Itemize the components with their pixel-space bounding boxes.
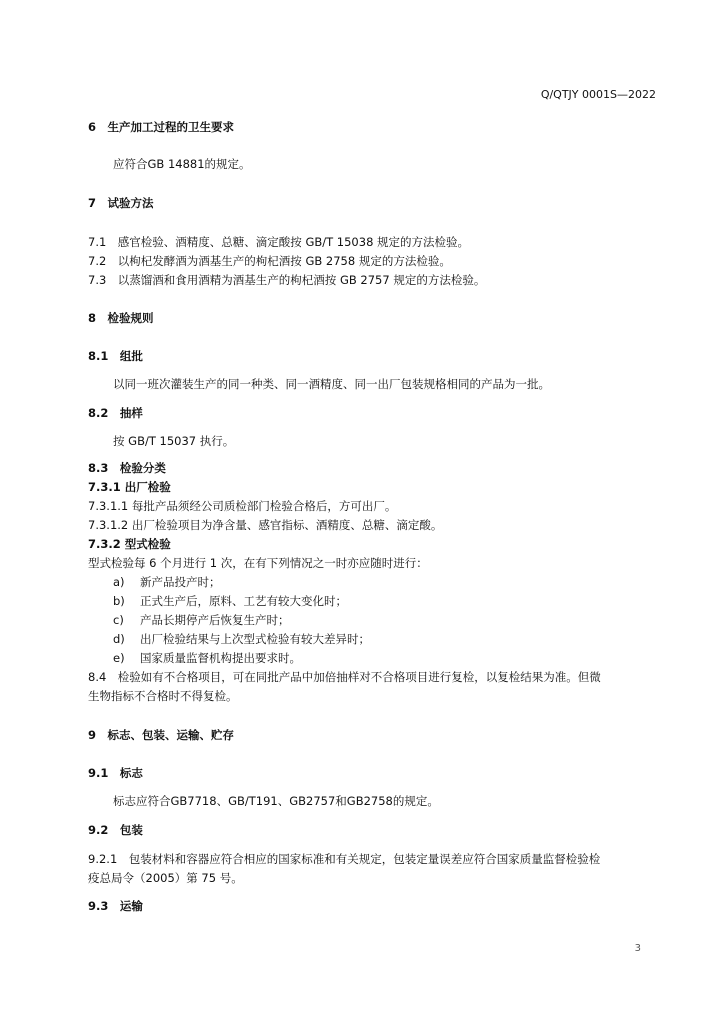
section-9-1-text: 标志应符合GB7718、GB/T191、GB2757和GB2758的规定。 [113, 794, 439, 808]
list-text: 国家质量监督机构提出要求时。 [140, 651, 301, 665]
section-9-2-title: 9.2 包装 [88, 823, 143, 837]
page-number: 3 [634, 943, 641, 954]
section-9-3-title: 9.3 运输 [88, 899, 143, 913]
clause-9-2-1-line2: 疫总局令（2005）第 75 号。 [88, 871, 243, 885]
section-6-title: 6 生产加工过程的卫生要求 [88, 120, 235, 134]
list-item [113, 612, 290, 628]
section-8-1-text: 以同一班次灌装生产的同一种类、同一酒精度、同一出厂包装规格相同的产品为一批。 [113, 377, 550, 391]
section-8-1-title: 8.1 组批 [88, 349, 143, 363]
section-9-1-title: 9.1 标志 [88, 766, 143, 780]
clause-7-3-2-text: 型式检验每 6 个月进行 1 次，在有下列情况之一时亦应随时进行： [88, 556, 428, 570]
clause-7-3-1-1: 7.3.1.1 每批产品须经公司质检部门检验合格后，方可出厂。 [88, 499, 397, 513]
section-7-title: 7 试验方法 [88, 196, 154, 210]
clause-7-1: 7.1 感官检验、酒精度、总糖、滴定酸按 GB/T 15038 规定的方法检验。 [88, 235, 470, 249]
list-item [113, 650, 301, 666]
list-marker: a) [113, 575, 125, 589]
list-text: 新产品投产时； [140, 575, 221, 589]
clause-7-3: 7.3 以蒸馏酒和食用酒精为酒基生产的枸杞酒按 GB 2757 规定的方法检验。 [88, 273, 486, 287]
clause-7-3-1-title: 7.3.1 出厂检验 [88, 480, 171, 494]
section-8-2-text: 按 GB/T 15037 执行。 [113, 434, 235, 448]
list-item [113, 593, 347, 609]
list-marker: b) [113, 594, 125, 608]
list-marker: d) [113, 632, 125, 646]
section-8-3-title: 8.3 检验分类 [88, 461, 166, 475]
list-text: 出厂检验结果与上次型式检验有较大差异时； [140, 632, 370, 646]
clause-7-3-1-2: 7.3.1.2 出厂检验项目为净含量、感官指标、酒精度、总糖、滴定酸。 [88, 518, 443, 532]
list-item [113, 574, 221, 590]
clause-7-2: 7.2 以枸杞发酵酒为酒基生产的枸杞酒按 GB 2758 规定的方法检验。 [88, 254, 451, 268]
section-9-title: 9 标志、包装、运输、贮存 [88, 728, 235, 742]
clause-7-3-2-title: 7.3.2 型式检验 [88, 537, 171, 551]
list-marker: c) [113, 613, 124, 627]
list-text: 产品长期停产后恢复生产时； [140, 613, 290, 627]
list-text: 正式生产后，原料、工艺有较大变化时； [140, 594, 347, 608]
standard-code: Q/QTJY 0001S—2022 [540, 88, 656, 101]
list-marker: e) [113, 651, 125, 665]
section-8-title: 8 检验规则 [88, 311, 154, 325]
clause-9-2-1-line1: 9.2.1 包装材料和容器应符合相应的国家标准和有关规定，包装定量误差应符合国家质量监督检验检 [88, 852, 601, 866]
section-6-text: 应符合GB 14881的规定。 [113, 157, 251, 171]
clause-8-4-line1: 8.4 检验如有不合格项目，可在同批产品中加倍抽样对不合格项目进行复检，以复检结果为准。但微 [88, 670, 601, 684]
section-8-2-title: 8.2 抽样 [88, 406, 143, 420]
clause-8-4-line2: 生物指标不合格时不得复检。 [88, 689, 238, 703]
list-item [113, 631, 370, 647]
